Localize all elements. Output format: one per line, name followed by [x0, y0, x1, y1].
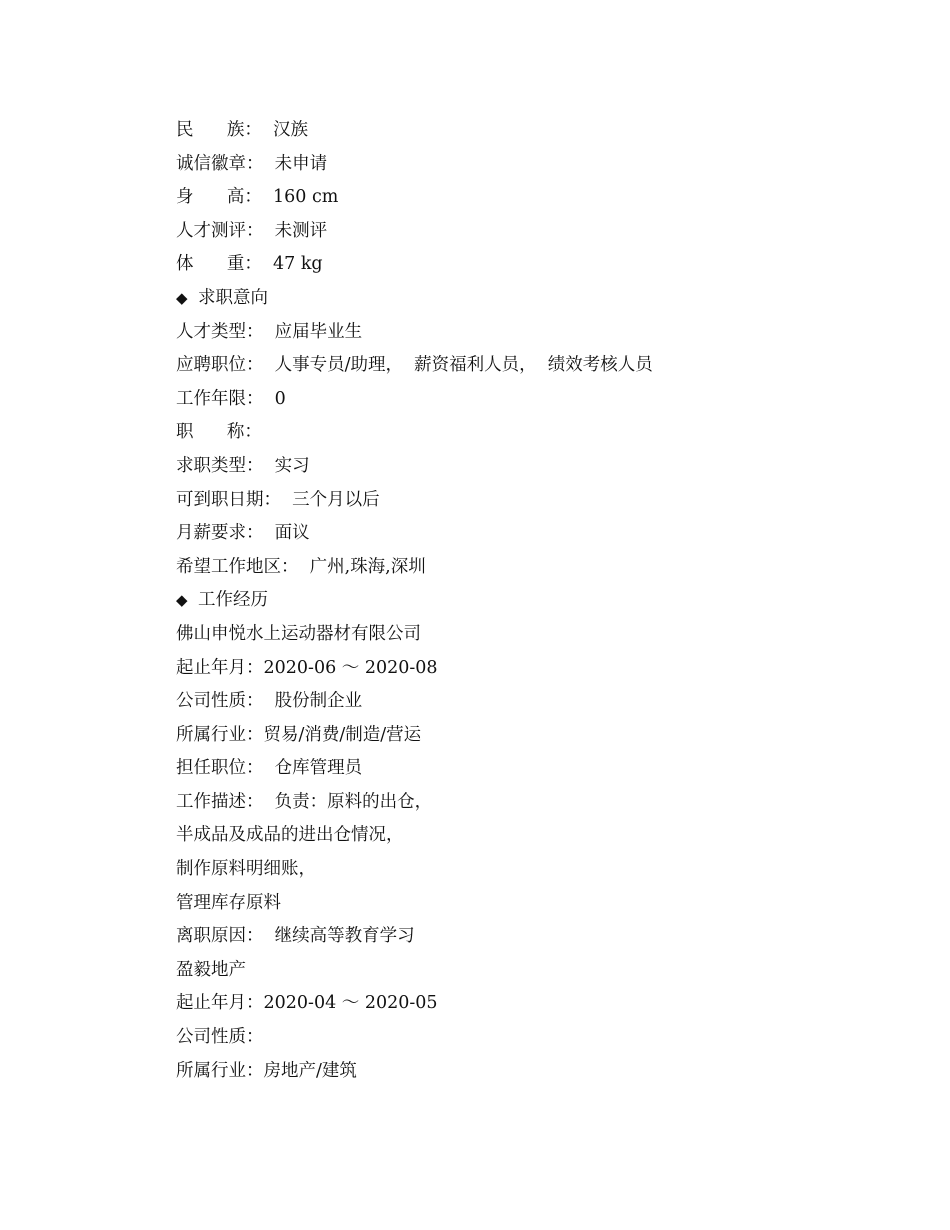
position-line: 担任职位： 仓库管理员: [176, 758, 363, 779]
preferred-location-line: 希望工作地区： 广州,珠海,深圳: [176, 556, 426, 577]
work-experience-heading: [176, 584, 896, 618]
industry-line: 所属行业：贸易/消费/制造/营运: [176, 724, 422, 745]
job-description-line: 制作原料明细账，: [176, 859, 316, 880]
weight-line: 体 重： 47 kg: [176, 254, 323, 275]
period-line: 起止年月：2020-04 ～ 2020-05: [176, 993, 438, 1014]
available-date-line: 可到职日期： 三个月以后: [176, 489, 380, 510]
company-name-line: 盈毅地产: [176, 959, 246, 980]
salary-requirement-line: 月薪要求： 面议: [176, 523, 310, 544]
company-nature-line: 公司性质：: [176, 1027, 264, 1048]
integrity-badge-line: 诚信徽章： 未申请: [176, 153, 328, 174]
company-name-line: 佛山申悦水上运动器材有限公司: [176, 623, 421, 644]
job-type-line: 求职类型： 实习: [176, 455, 310, 476]
ethnicity-line: 民 族： 汉族: [176, 120, 309, 140]
work-years-line: 工作年限： 0: [176, 388, 286, 409]
leaving-reason-line: 离职原因： 继续高等教育学习: [176, 926, 415, 947]
talent-type-line: 人才类型： 应届毕业生: [176, 321, 363, 342]
resume-content: [176, 114, 896, 1088]
job-title-line: 职 称：: [176, 422, 262, 443]
industry-line: 所属行业：房地产/建筑: [176, 1060, 357, 1081]
job-description-line: 工作描述： 负责：原料的出仓，: [176, 791, 433, 812]
talent-assessment-line: 人才测评： 未测评: [176, 220, 328, 241]
diamond-bullet-icon: ◆: [176, 591, 188, 610]
diamond-bullet-icon: ◆: [176, 288, 188, 307]
job-description-line: 半成品及成品的进出仓情况，: [176, 825, 404, 846]
applied-positions-line: 应聘职位： 人事专员/助理， 薪资福利人员， 绩效考核人员: [176, 355, 653, 376]
job-description-line: 管理库存原料: [176, 892, 281, 913]
height-line: 身 高： 160 cm: [176, 187, 339, 208]
period-line: 起止年月：2020-06 ～ 2020-08: [176, 657, 438, 678]
company-nature-line: 公司性质： 股份制企业: [176, 691, 363, 712]
work-experience-heading-text: 工作经历: [198, 590, 268, 611]
job-intention-heading: [176, 282, 896, 316]
job-intention-heading-text: 求职意向: [198, 287, 268, 308]
